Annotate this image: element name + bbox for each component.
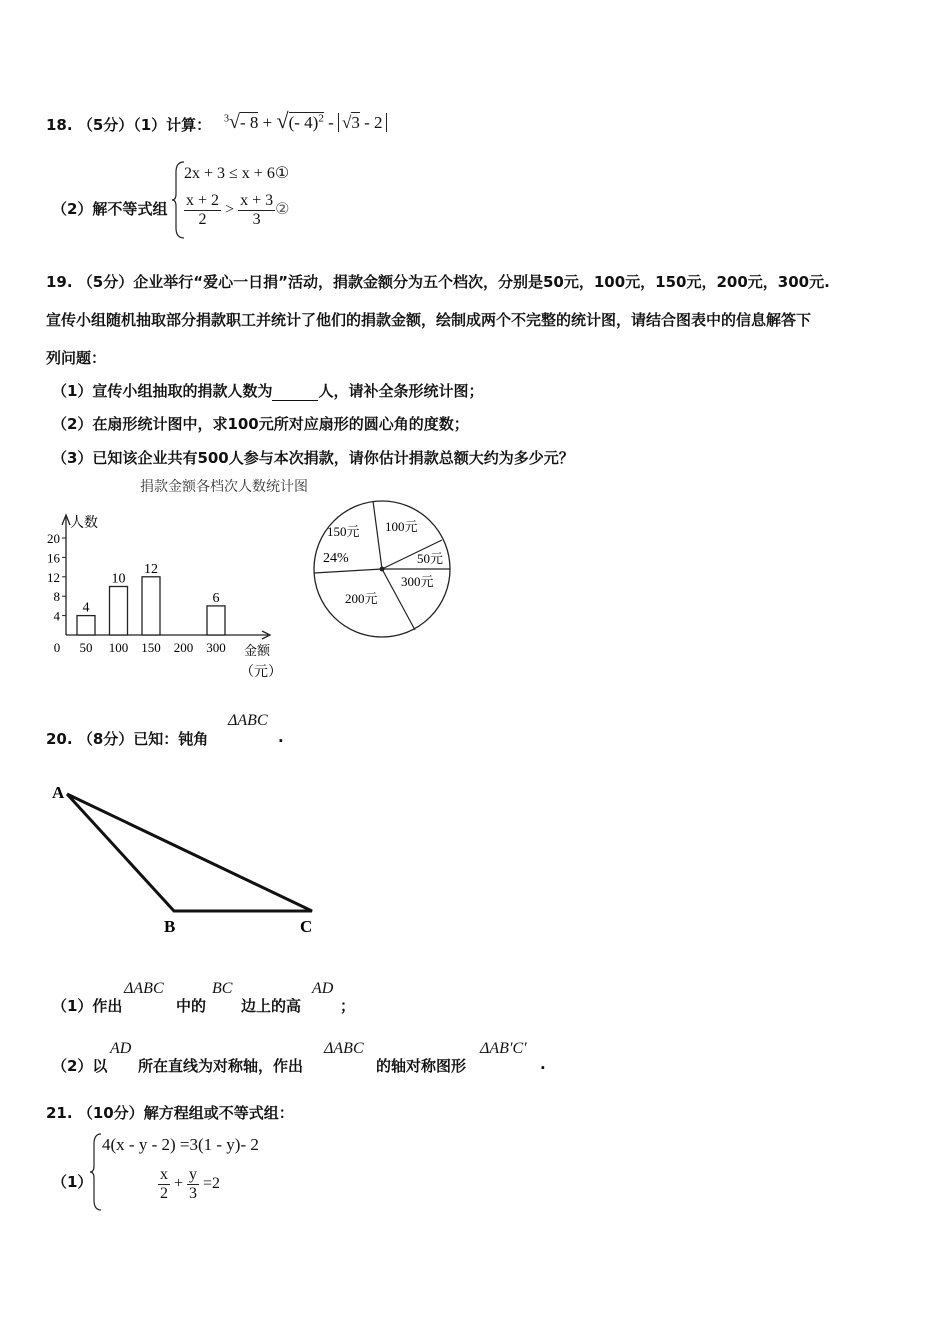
q20-line bbox=[46, 728, 208, 749]
ineq2-mark: ② bbox=[275, 201, 290, 219]
bar bbox=[110, 587, 128, 636]
triangle-figure bbox=[50, 780, 330, 940]
q20-sub1-ad: AD bbox=[312, 980, 334, 997]
answer-blank[interactable] bbox=[272, 386, 318, 401]
eq2-den2: 3 bbox=[189, 1185, 198, 1202]
bar-chart bbox=[40, 505, 300, 685]
y-tick-label: 4 bbox=[53, 608, 60, 624]
q18-part1-label: （1）计算： bbox=[133, 116, 212, 134]
op-minus: - bbox=[328, 113, 334, 132]
q20-sub2-tri2: ΔAB′C′ bbox=[480, 1040, 527, 1057]
inequality-2 bbox=[184, 192, 289, 229]
eq2-rhs: =2 bbox=[203, 1175, 221, 1193]
pie-center bbox=[380, 567, 385, 572]
q20-sub1-bc: BC bbox=[212, 980, 233, 997]
q19-line3: 列问题： bbox=[46, 349, 107, 367]
cbrt-index: 3 bbox=[224, 113, 229, 125]
q21-number: 21. bbox=[46, 1104, 73, 1122]
ineq2-op: > bbox=[225, 201, 235, 219]
q20-sub2-a: （2）以 bbox=[52, 1057, 108, 1075]
ineq2-den-left: 2 bbox=[198, 211, 207, 228]
q19-sub1-before: （1）宣传小组抽取的捐款人数为 bbox=[52, 382, 273, 400]
x-tick-label: 300 bbox=[206, 640, 226, 655]
vertex-c-label: C bbox=[300, 917, 313, 936]
q21-text: 解方程组或不等式组： bbox=[143, 1104, 294, 1122]
equation-2 bbox=[158, 1166, 220, 1203]
eq2-num2: y bbox=[189, 1166, 198, 1183]
op-plus: + bbox=[262, 113, 273, 132]
q19-sub2: （2）在扇形统计图中，求100元所对应扇形的圆心角的度数； bbox=[52, 415, 469, 433]
q21-sub1-label: （1） bbox=[52, 1173, 93, 1191]
x-tick-label: 200 bbox=[173, 640, 194, 655]
bar bbox=[142, 577, 160, 635]
q20-triangle-label: ΔABC bbox=[228, 712, 268, 729]
origin-label: 0 bbox=[53, 640, 61, 655]
q20-sub2-c: 的轴对称图形 bbox=[376, 1057, 467, 1075]
q18-number: 18. bbox=[46, 116, 73, 134]
inequality-1: 2x + 3 ≤ x + 6① bbox=[184, 165, 290, 182]
ineq2-den-right: 3 bbox=[252, 211, 261, 228]
triangle-abc bbox=[67, 794, 312, 911]
q18-score: （5分） bbox=[77, 116, 134, 134]
y-tick-label: 12 bbox=[47, 569, 60, 585]
abs-sqrt-arg: 3 bbox=[351, 113, 360, 132]
x-axis-label: 金额 bbox=[244, 643, 271, 658]
y-tick-label: 16 bbox=[47, 550, 60, 566]
y-axis-label: 人数 bbox=[70, 516, 98, 531]
equation-1: 4(x - y - 2) =3(1 - y)- 2 bbox=[102, 1135, 259, 1154]
q20-sub2-ad: AD bbox=[110, 1040, 132, 1057]
bar-data-label: 6 bbox=[212, 590, 220, 606]
q20-sub1-b: 中的 bbox=[176, 997, 207, 1015]
bar bbox=[77, 616, 95, 635]
abs-rest: - 2 bbox=[364, 113, 383, 132]
q19-sub1-after: 人，请补全条形统计图； bbox=[318, 382, 484, 400]
eq2-den1: 2 bbox=[160, 1185, 168, 1202]
vertex-a-label: A bbox=[52, 783, 65, 802]
q18-line1 bbox=[46, 114, 211, 135]
pie-slice-label: 50元 bbox=[417, 551, 444, 566]
q19-sub1 bbox=[52, 380, 483, 401]
q19-sub3: （3）已知该企业共有500人参与本次捐款，请你估计捐款总额大约为多少元？ bbox=[52, 449, 574, 467]
q20-sub1-tri: ΔABC bbox=[124, 980, 164, 997]
figure-title: 捐款金额各档次人数统计图 bbox=[140, 479, 308, 495]
pie-slice-label: 300元 bbox=[401, 574, 434, 589]
x-axis-unit: （元） bbox=[240, 665, 282, 680]
bar bbox=[207, 606, 225, 635]
q20-period: . bbox=[278, 728, 284, 746]
q19-line2: 宣传小组随机抽取部分捐款职工并统计了他们的捐款金额，绘制成两个不完整的统计图，请结合图表中的信息解答下 bbox=[46, 311, 812, 329]
ineq2-num-left: x + 2 bbox=[186, 192, 220, 209]
q20-sub2-b: 所在直线为对称轴，作出 bbox=[138, 1057, 304, 1075]
bar-data-label: 4 bbox=[82, 600, 90, 616]
q20-sub1-c: 边上的高 bbox=[241, 997, 302, 1015]
eq2-num1: x bbox=[160, 1166, 168, 1183]
q20-sub1-end: ； bbox=[340, 997, 356, 1015]
vertex-b-label: B bbox=[164, 917, 176, 936]
eq2-plus: + bbox=[174, 1175, 184, 1193]
q21-line bbox=[46, 1102, 294, 1123]
q20-score: （8分） bbox=[77, 730, 134, 748]
x-tick-label: 100 bbox=[108, 640, 129, 655]
ineq2-num-right: x + 3 bbox=[240, 192, 274, 209]
bar-data-label: 12 bbox=[144, 561, 158, 577]
q20-sub1-a: （1）作出 bbox=[52, 997, 123, 1015]
sqrt-arg: (- 4) bbox=[288, 113, 319, 132]
pie-slice-label: 150元 bbox=[327, 524, 360, 539]
cbrt-arg: - 8 bbox=[239, 113, 259, 132]
x-tick-label: 50 bbox=[79, 640, 93, 655]
y-tick-label: 8 bbox=[53, 589, 60, 605]
q20-sub2-end: . bbox=[540, 1055, 546, 1073]
x-tick-label: 150 bbox=[141, 640, 161, 655]
q20-text: 已知：钝角 bbox=[133, 730, 209, 748]
q18-part2-label: （2）解不等式组 bbox=[52, 200, 168, 218]
pie-chart bbox=[305, 490, 465, 640]
pie-slice-label: 100元 bbox=[385, 519, 418, 534]
q21-score: （10分） bbox=[77, 1104, 144, 1122]
sqrt-exp: 2 bbox=[318, 112, 324, 125]
y-tick-label: 20 bbox=[47, 531, 60, 546]
bar-data-label: 10 bbox=[111, 571, 126, 587]
q19-line1: 19. （5分）企业举行“爱心一日捐”活动，捐款金额分为五个档次，分别是50元，100元，150元，200元，300元. bbox=[46, 273, 830, 291]
q20-sub2-tri: ΔABC bbox=[324, 1040, 364, 1057]
q20-number: 20. bbox=[46, 730, 73, 748]
pie-percent-label: 24% bbox=[323, 551, 349, 566]
pie-slice-label: 200元 bbox=[345, 591, 378, 606]
q18-expression: $^3$√- 8 + √(- 4)$^2$ - √3 - 2 bbox=[224, 108, 387, 134]
